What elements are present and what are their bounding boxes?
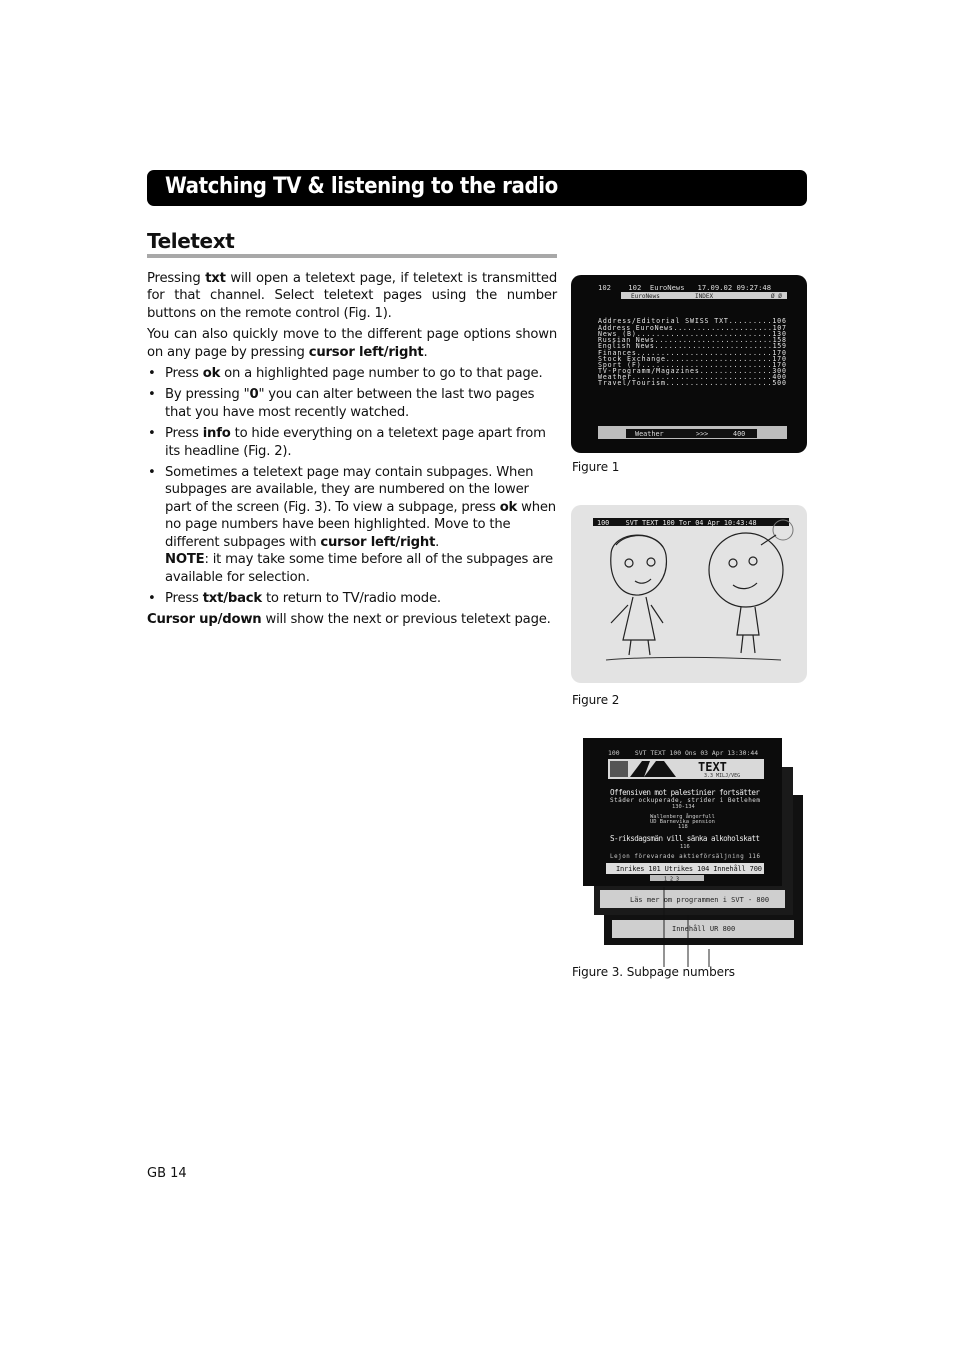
fig3-line-a: Wallenberg ångerfull bbox=[650, 814, 715, 820]
note-label: NOTE bbox=[165, 552, 205, 568]
fig1-tab-index: INDEX bbox=[695, 293, 714, 300]
figure2-caption: Figure 2 bbox=[572, 693, 620, 707]
fig3-headline2: S-riksdagsmän vill sänka alkoholskatt bbox=[610, 834, 760, 843]
fig1-index-row: English News.........................159 bbox=[598, 342, 786, 350]
fig1-footer-arrows: >>> bbox=[696, 430, 709, 438]
paragraph-cursor-updown: Cursor up/down will show the next or previous teletext page. bbox=[147, 612, 551, 628]
fig3-line-c: Lejon förevarade aktieförsäljning 116 bbox=[610, 854, 760, 860]
chapter-title: Watching TV & listening to the radio bbox=[165, 174, 558, 199]
paragraph-intro: Pressing txt will open a teletext page, if teletext is transmitted for that channel. Select teletext pages using the number buttons on the remote control (Fig. 1). bbox=[147, 271, 557, 321]
fig3-logo-sub: 3.3 MILJ/VEG bbox=[704, 773, 741, 779]
fig1-footer-page: 400 bbox=[733, 430, 746, 438]
section-divider bbox=[147, 254, 557, 258]
figure3-caption: Figure 3. Subpage numbers bbox=[572, 965, 735, 979]
list-item: • Press info to hide everything on a teletext page apart from its headline (Fig. 2). bbox=[147, 425, 557, 460]
fig1-index-row: Address EuroNews.....................107 bbox=[598, 324, 786, 332]
list-item: • Sometimes a teletext page may contain subpages. When subpages are available, they are numbered on the lower part of the screen (Fig. 3). To view a subpage, press ok when no page numbers have been highlighted. Move to the different subpages with cursor left/right. NOTE: it may take some time before all of the subpages are available for selection. bbox=[147, 464, 557, 586]
fig1-index-row: Weather.............................400 bbox=[598, 373, 786, 381]
fig1-index-row: Travel/Tourism......................500 bbox=[598, 379, 786, 387]
fig1-index-row: Russian News.........................158 bbox=[598, 336, 786, 344]
fig3-layer2-line: Läs mer om programmen i SVT - 800 bbox=[630, 896, 770, 904]
figure1-teletext-screen bbox=[571, 275, 807, 453]
fig1-index-row: Finances............................170 bbox=[598, 349, 786, 357]
fig1-index-row: Stock Exchange......................170 bbox=[598, 355, 786, 363]
list-item: • By pressing "0" you can alter between the last two pages that you have most recently watched. bbox=[147, 386, 557, 421]
fig3-layer3-line: Innehåll UR 800 bbox=[672, 925, 736, 933]
fig3-line-b: UD Barnevika pension bbox=[650, 819, 715, 825]
instruction-list bbox=[147, 365, 557, 607]
list-item: • Press ok on a highlighted page number to go to that page. bbox=[147, 365, 557, 382]
fig3-sub1: Städer ockuperade, strider i Betlehem bbox=[610, 797, 760, 804]
fig2-header-line: 100 SVT TEXT 100 Tor 04 Apr 10:43:48 bbox=[597, 519, 757, 527]
fig3-sub2-page: 116 bbox=[680, 844, 690, 850]
fig1-footer-label: Weather bbox=[635, 430, 664, 438]
fig3-line-ab-page: 118 bbox=[678, 824, 688, 830]
fig1-index-row: Sport (F)...........................170 bbox=[598, 361, 786, 369]
paragraph-cursor: You can also quickly move to the different page options shown on any page by pressing cursor left/right. bbox=[147, 327, 557, 360]
body-text bbox=[147, 270, 557, 633]
fig1-index-row: Address/Editorial SWISS TXT.........106 bbox=[598, 317, 786, 325]
figure1-caption: Figure 1 bbox=[572, 460, 620, 474]
fig1-tab-euronews: EuroNews bbox=[631, 293, 660, 300]
fig3-header-line: 100 SVT TEXT 100 Ons 03 Apr 13:30:44 bbox=[608, 749, 759, 757]
fig3-subpage-marks: 1 2 3 bbox=[664, 876, 680, 883]
fig3-nav-line: Inrikes 101 Utrikes 104 Innehåll 700 bbox=[616, 865, 762, 873]
figure2-teletext-screen bbox=[571, 505, 807, 683]
chapter-banner bbox=[147, 170, 807, 206]
page-number: GB 14 bbox=[147, 1166, 187, 1181]
section-title: Teletext bbox=[147, 229, 235, 253]
list-item: • Press txt/back to return to TV/radio mode. bbox=[147, 590, 557, 607]
fig3-logo-text: TEXT bbox=[698, 760, 727, 774]
fig1-index-list bbox=[598, 317, 786, 387]
fig1-index-row: TV-Programm/Magazines...............300 bbox=[598, 367, 786, 375]
figure3-subpage-stack bbox=[580, 735, 810, 967]
fig1-index-row: News (B)............................130 bbox=[598, 330, 786, 338]
fig1-header-line: 102 102 EuroNews 17.09.02 09:27:48 bbox=[598, 283, 772, 292]
fig3-headline1: Offensiven mot palestinier fortsätter bbox=[610, 788, 760, 797]
fig3-sub1-pages: 130-134 bbox=[672, 804, 695, 810]
fig1-tab-marks: Ø Ø bbox=[771, 293, 782, 300]
